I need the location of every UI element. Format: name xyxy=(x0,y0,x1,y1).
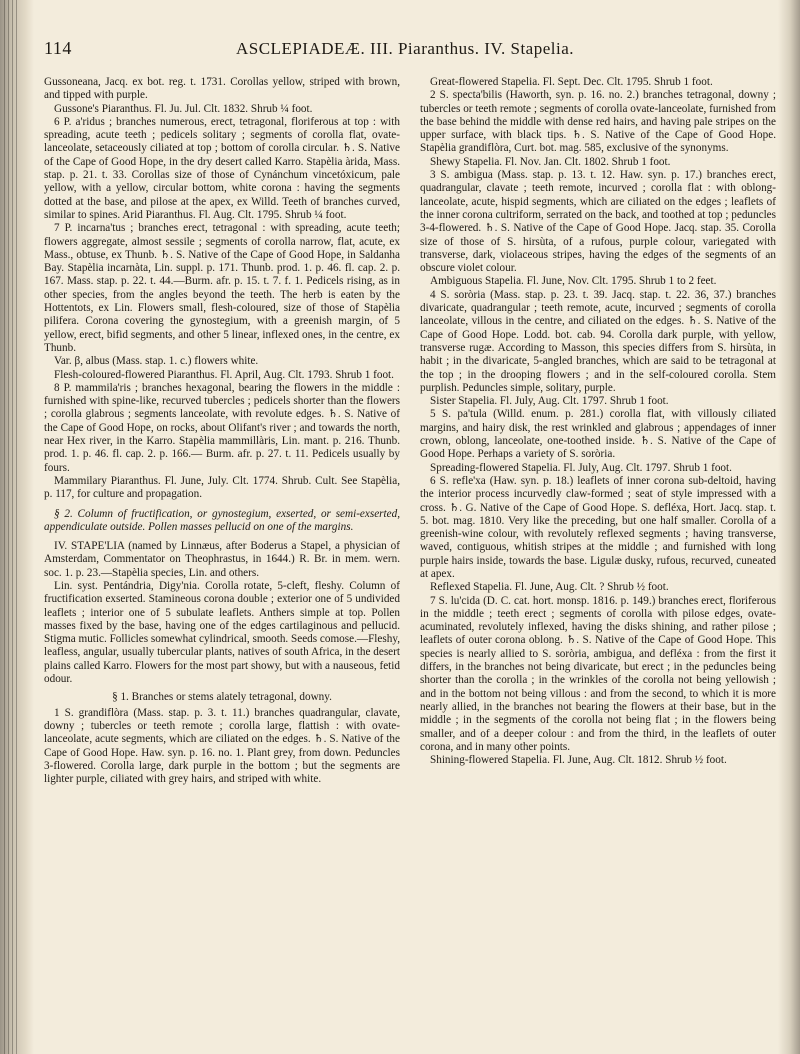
paragraph: Sister Stapelia. Fl. July, Aug. Clt. 1797. Shrub 1 foot. xyxy=(430,395,669,408)
paragraph: Lin. syst. Pentándria, Digy'nia. Corolla rotate, 5-cleft, fleshy. Column of fructification exserted. Stamineous corona double ; exterior one of 5 undivided leaflets ; interior one of 5 subulate leaflets. Anthers simple at top. Pollen masses fixed by the base, having one of the edges cartilaginous and pellucid. Stigma mutic. Follicles somewhat cylindrical, smooth. Seeds comose.—Fleshy, leafless, angular, usually tubercular plants, natives of south Africa, in the desert plains called Karro. Flowers for the most part showy, but with a nauseous, fetid odour. xyxy=(44,579,400,686)
paragraph: 2 S. specta'bilis (Haworth, syn. p. 16. no. 2.) branches tetragonal, downy ; tubercles or teeth remote ; segments of corolla ovate-lanceolate, furnished from the base behind the middle with dense red hairs, and having pale stripes on the upper surface, with black tips. ♄. S. Native of the Cape of Good Hope. Stapèlia grandiflòra, Curt. bot. mag. 585, exclusive of the synonyms. xyxy=(420,89,776,155)
genus-heading: IV. STAPE'LIA (named by Linnæus, after Boderus a Stapel, a physician of Amsterdam, Commentator on Theophrastus, in 1644.) R. Br. in mem. wern. soc. 1. p. 23.—Stapèlia species, Lin. and others. xyxy=(44,540,400,579)
paragraph: 7 S. lu'cida (D. C. cat. hort. monsp. 1816. p. 149.) branches erect, floriferous in the middle ; teeth erect ; segments of corolla with pilose edges, ovate-acuminated, revolutely inflexed, having the disks shining, and rather pilose ; leaflets of outer corona oblong. ♄. S. Native of the Cape of Good Hope. This species is nearly allied to S. soròria, ambigua, and defléxa : from the first it differs, in the branches not being divaricate, but erect ; in the peduncles being shorter than the corolla ; in the wrinkles of the corolla not being yellowish ; and in the bottom not being villous : and from the second, to which it is more nearly allied, in the branches not bearing the flowers at their base, but in the middle ; in the segments of the corolla not being flat ; in the flowers being smaller, and of a deeper colour : and from the third, in the leaflets of outer corona, and in many other points. xyxy=(420,594,776,753)
paragraph: 4 S. soròria (Mass. stap. p. 23. t. 39. Jacq. stap. t. 22. 36, 37.) branches divaricate, quadrangular ; teeth remote, acute, incurved ; segments of corolla lanceolate, villous in the centre, and ciliated on the edges. ♄. S. Native of the Cape of Good Hope. Lodd. bot. cab. 94. Corolla dark purple, with yellow, transverse rugæ. According to Masson, this species differs from S. hirsùta, in habit ; in the divaricate, 5-angled branches, which are said to be tetragonal at the top ; in the drooping flowers ; and in the self-coloured corolla. Stem purplish. Peduncles simple, solitary, purple. xyxy=(420,288,776,394)
page-header xyxy=(44,38,776,68)
paragraph: 6 P. a'ridus ; branches numerous, erect, tetragonal, floriferous at top : with spreading, acute teeth ; pedicels solitary ; segments of corolla flat, ovate-lanceolate, setaceously ciliated at top ; bottom of corolla circular. ♄. S. Native of the Cape of Good Hope, in the dry desert called Karro. Stapèlia àrida, Mass. stap. p. 21. t. 33. Corollas size of those of Cynánchum vincetóxicum, pale yellow, with a yellow, circular bottom, white corona : having the segments dotted at the base, and pilose at the apex, ex Willd. Teeth of branches curved, similar to spines. Arid Piaranthus. Fl. Aug. Clt. 1795. Shrub ¼ foot. xyxy=(44,115,400,221)
paragraph: Mammilary Piaranthus. Fl. June, July. Clt. 1774. Shrub. Cult. See Stapèlia, p. 117, for culture and propagation. xyxy=(44,474,400,501)
paragraph: Great-flowered Stapelia. Fl. Sept. Dec. Clt. 1795. Shrub 1 foot. xyxy=(430,76,713,88)
page-edge-shadow xyxy=(778,0,800,1054)
paragraph: Shining-flowered Stapelia. Fl. June, Aug. Clt. 1812. Shrub ½ foot. xyxy=(430,754,727,767)
paragraph: Spreading-flowered Stapelia. Fl. July, Aug. Clt. 1797. Shrub 1 foot. xyxy=(430,461,732,474)
paragraph: 3 S. ambigua (Mass. stap. p. 13. t. 12. Haw. syn. p. 17.) branches erect, quadrangular, clavate ; teeth remote, incurved ; corolla flat : with oblong-lanceolate, acute, hispid segments, which are ciliated on the edges ; leaflets of the inner corona cultriform, serrated on the back, and toothed at top ; peduncles 3-4-flowered. ♄. S. Native of the Cape of Good Hope. Jacq. stap. 35. Corolla size of those of S. hirsùta, of a rufous, purple colour, variegated with transverse, dark, violaceous stripes, having the edges of the segments of an obscure violet colour. xyxy=(420,169,776,275)
paragraph: Reflexed Stapelia. Fl. June, Aug. Clt. ? Shrub ½ foot. xyxy=(430,581,669,594)
book-page xyxy=(44,38,776,1043)
paragraph: 1 S. grandiflòra (Mass. stap. p. 3. t. 11.) branches quadrangular, clavate, downy ; tubercles or teeth remote ; corolla large, flattish : with ovate-lanceolate, acute segments, which are ciliated on the edges. ♄. S. Native of the Cape of Good Hope. Haw. syn. p. 16. no. 1. Plant grey, from down. Peduncles 3-flowered. Corolla large, dark purple in the bottom ; but the segments are lighter purple, ciliated with grey hairs, and striped with white. xyxy=(44,706,400,786)
right-column xyxy=(420,76,776,786)
paragraph: Flesh-coloured-flowered Piaranthus. Fl. April, Aug. Clt. 1793. Shrub 1 foot. xyxy=(54,368,394,381)
paragraph: Gussone's Piaranthus. Fl. Ju. Jul. Clt. 1832. Shrub ¼ foot. xyxy=(54,102,313,115)
paragraph: Shewy Stapelia. Fl. Nov. Jan. Clt. 1802. Shrub 1 foot. xyxy=(430,155,671,168)
left-column xyxy=(44,76,400,786)
paragraph: Ambiguous Stapelia. Fl. June, Nov. Clt. 1795. Shrub 1 to 2 feet. xyxy=(430,275,717,288)
paragraph: 8 P. mammila'ris ; branches hexagonal, bearing the flowers in the middle : furnished with spine-like, recurved tubercles ; pedicels shorter than the flowers ; corolla glabrous ; segments lanceolate, with revolute edges. ♄. S. Native of the Cape of Good Hope, on rocks, about Olifant's river ; and towards the north, near Hex river, in the Karro. Stapèlia mammillàris, Lin. mant. p. 216. Thunb. prod. 1. p. 46. fl. cap. 2. p. 166.— Burm. afr. p. 27. t. 11. Pedicels usually by fours. xyxy=(44,381,400,474)
text-columns xyxy=(44,76,776,786)
page-number: 114 xyxy=(44,38,72,58)
subsection-heading: § 1. Branches or stems alately tetragonal, downy. xyxy=(112,691,332,704)
paragraph: 7 P. incarna'tus ; branches erect, tetragonal : with spreading, acute teeth; flowers aggregate, almost sessile ; segments of corolla narrow, flat, acute, ex Mass., obtuse, ex Thunb. ♄. S. Native of the Cape of Good Hope, in Saldanha Bay. Stapèlia incarnàta, Lin. suppl. p. 171. Thunb. prod. 1. p. 46. fl. cap. 2. p. 167. Mass. stap. p. 22. t. 44.—Burm. afr. p. 15. t. 7. f. 1. Pedicels rising, as in other species, from the angles beyond the teeth. The herb is eaten by the Hottentots, ex Lin. Flowers small, flesh-coloured, size of those of Stapèlia pilifera. Corona covering the gynostegium, with a greenish margin, of 5 yellow, erect, bifid segments, and other 5 linear, inflexed ones, in the centre, ex Thunb. xyxy=(44,222,400,354)
running-title: ASCLEPIADEÆ. III. Piaranthus. IV. Stapelia. xyxy=(235,39,575,58)
section-heading: § 2. Column of fructification, or gynostegium, exserted, or semi-exserted, appendiculate outside. Pollen masses pellucid on one of the margins. xyxy=(44,507,400,533)
paragraph: Var. β, albus (Mass. stap. 1. c.) flowers white. xyxy=(54,355,259,368)
paragraph: 6 S. refle'xa (Haw. syn. p. 18.) leaflets of inner corona sub-deltoid, having the interior process incurvedly claw-formed ; seat of style impressed with a cross. ♄. G. Native of the Cape of Good Hope. S. defléxa, Hort. Jacq. stap. t. 5. bot. mag. 1810. Very like the preceding, but one half smaller. Corolla of a greenish-wine colour, with revolutely reflexed segments ; having transverse, waved, contiguous, whitish stripes at the middle ; and furnished with long purple hairs inside, towards the base. Ligulæ dusky, rufous, recurved, cuneated at apex. xyxy=(420,474,776,580)
paragraph: 5 S. pa'tula (Willd. enum. p. 281.) corolla flat, with villously ciliated margins, and hairy disk, the rest wrinkled and glabrous ; appendages of inner crown, oblong, lanceolate, one-toothed inside. ♄. S. Native of the Cape of Good Hope. Perhaps a variety of S. soròria. xyxy=(420,408,776,461)
book-binding-texture xyxy=(4,0,18,1054)
paragraph: Gussoneana, Jacq. ex bot. reg. t. 1731. Corollas yellow, striped with brown, and tipped with purple. xyxy=(44,76,400,102)
